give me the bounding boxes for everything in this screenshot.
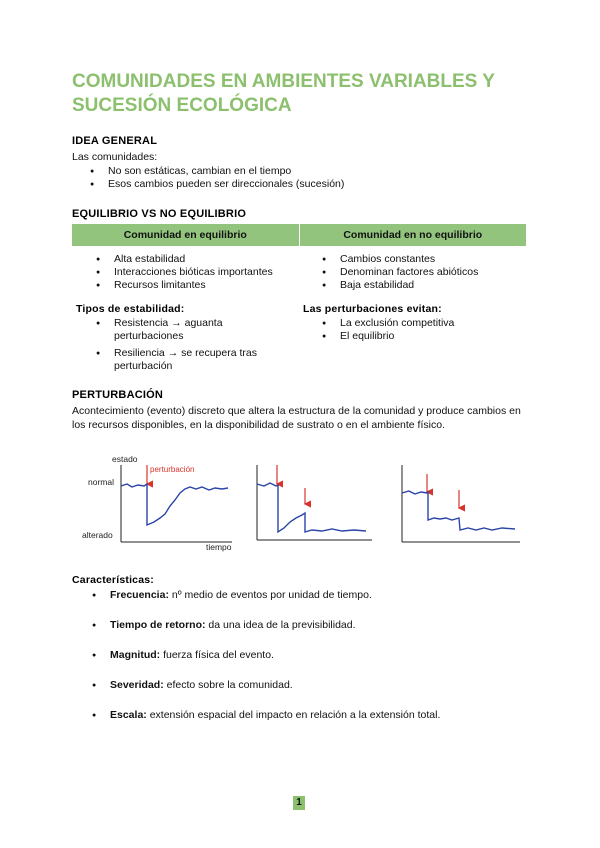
list-item: ● Recursos limitantes xyxy=(94,279,273,292)
description: extensión espacial del impacto en relación a la extensión total. xyxy=(146,709,441,721)
idea-intro: Las comunidades: xyxy=(72,151,158,163)
no-equilibrio-list xyxy=(320,253,478,292)
term: Magnitud: xyxy=(110,649,161,661)
list-item xyxy=(90,649,440,662)
perturbaciones-evitan-heading: Las perturbaciones evitan: xyxy=(303,303,442,315)
list-item xyxy=(90,709,440,722)
level-low-label: alterado xyxy=(82,530,113,540)
y-axis-label: estado xyxy=(112,454,138,464)
list-item: ● Cambios constantes xyxy=(320,253,478,266)
list-item: ● Baja estabilidad xyxy=(320,279,478,292)
term: Severidad: xyxy=(110,679,164,691)
comparison-table-header xyxy=(72,224,526,246)
list-item: ● La exclusión competitiva xyxy=(320,317,454,330)
description: fuerza física del evento. xyxy=(160,649,274,661)
equilibrio-heading: EQUILIBRIO VS NO EQUILIBRIO xyxy=(72,208,247,220)
equilibrio-list xyxy=(94,253,273,292)
list-item: ● No son estáticas, cambian en el tiempo xyxy=(88,165,344,178)
tipos-estabilidad-heading: Tipos de estabilidad: xyxy=(76,303,185,315)
perturbacion-definition: Acontecimiento (evento) discreto que altera la estructura de la comunidad y produce cambios en los recursos disponibles, en la disponibilidad de sustrato o en el ambiente físico. xyxy=(72,405,521,431)
panel1-state-line xyxy=(121,484,228,525)
page-number: 1 xyxy=(293,796,305,810)
level-high-label: normal xyxy=(88,477,114,487)
list-item: ● Resiliencia → se recupera tras perturbación xyxy=(94,347,274,373)
description: efecto sobre la comunidad. xyxy=(163,679,293,691)
list-item: ● Alta estabilidad xyxy=(94,253,273,266)
term: Frecuencia: xyxy=(110,589,169,601)
col-equilibrio-header: Comunidad en equilibrio xyxy=(72,224,299,246)
list-item: ● Resistencia → aguanta perturbaciones xyxy=(94,317,264,343)
tipos-estabilidad-list xyxy=(94,317,294,373)
col-no-equilibrio-header: Comunidad en no equilibrio xyxy=(299,224,527,246)
page-title: COMUNIDADES EN AMBIENTES VARIABLES Y SUCESIÓN ECOLÓGICA xyxy=(72,71,495,116)
list-item: ● Denominan factores abióticos xyxy=(320,266,478,279)
list-item: ● Esos cambios pueden ser direccionales (sucesión) xyxy=(88,178,344,191)
caracteristicas-list xyxy=(90,589,440,739)
disturbance-figure xyxy=(72,448,532,558)
description: da una idea de la previsibilidad. xyxy=(205,619,356,631)
description: nº medio de eventos por unidad de tiempo. xyxy=(168,589,372,601)
term: Escala: xyxy=(110,709,147,721)
x-axis-label: tiempo xyxy=(206,542,232,552)
term: Tiempo de retorno: xyxy=(110,619,206,631)
caracteristicas-heading: Características: xyxy=(72,574,154,586)
list-item xyxy=(90,589,440,602)
panel2-state-line xyxy=(257,483,366,532)
list-item: ● Interacciones bióticas importantes xyxy=(94,266,273,279)
perturbaciones-evitan-list xyxy=(320,317,454,343)
list-item: ● El equilibrio xyxy=(320,330,454,343)
idea-general-heading: IDEA GENERAL xyxy=(72,135,158,147)
perturbacion-heading: PERTURBACIÓN xyxy=(72,389,164,401)
list-item xyxy=(90,619,440,632)
event-label: perturbación xyxy=(150,465,195,474)
list-item xyxy=(90,679,440,692)
idea-bullet-list xyxy=(88,165,344,191)
